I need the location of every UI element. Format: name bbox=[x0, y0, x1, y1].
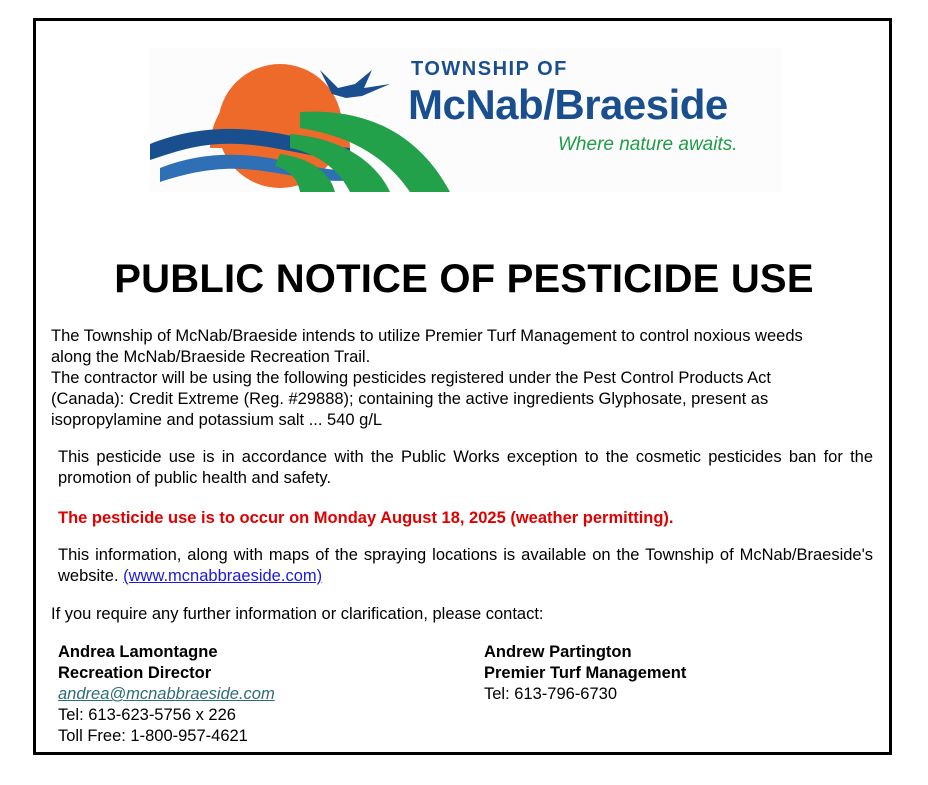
logo-township-name: McNab/Braeside bbox=[408, 81, 728, 128]
contact-intro: If you require any further information or clarification, please contact: bbox=[51, 605, 544, 623]
township-logo bbox=[150, 48, 782, 192]
intro-line: isopropylamine and potassium salt ... 540 g/L bbox=[51, 411, 383, 429]
website-link[interactable]: (www.mcnabbraeside.com) bbox=[123, 567, 323, 585]
contact-role: Premier Turf Management bbox=[484, 664, 687, 682]
logo-township-label: TOWNSHIP OF bbox=[411, 58, 568, 80]
contact-card bbox=[484, 642, 686, 705]
notice-title: PUBLIC NOTICE OF PESTICIDE USE bbox=[114, 257, 814, 301]
info-text: This information, along with maps of the spraying locations is available on the Township of McNab/Braeside's website. bbox=[58, 546, 873, 585]
info-paragraph bbox=[58, 545, 873, 587]
intro-line: (Canada): Credit Extreme (Reg. #29888); containing the active ingredients Glyphosate, present as bbox=[51, 390, 769, 408]
contact-name: Andrea Lamontagne bbox=[58, 643, 218, 661]
contact-card bbox=[58, 642, 275, 747]
contact-phone: Tel: 613-623-5756 x 226 bbox=[58, 706, 236, 724]
intro-line: The contractor will be using the following pesticides registered under the Pest Control Products Act bbox=[51, 369, 771, 387]
intro-paragraph bbox=[51, 326, 881, 431]
intro-line: The Township of McNab/Braeside intends to utilize Premier Turf Management to control noxious weeds bbox=[51, 327, 803, 345]
intro-line: along the McNab/Braeside Recreation Trail. bbox=[51, 348, 371, 366]
contact-name: Andrew Partington bbox=[484, 643, 632, 661]
date-paragraph: The pesticide use is to occur on Monday August 18, 2025 (weather permitting). bbox=[58, 509, 674, 527]
contact-phone: Tel: 613-796-6730 bbox=[484, 685, 618, 703]
exception-paragraph: This pesticide use is in accordance with the Public Works exception to the cosmetic pesticides ban for the promotion of public health and safety. bbox=[58, 448, 873, 487]
contact-email-link[interactable]: andrea@mcnabbraeside.com bbox=[58, 685, 275, 703]
contact-role: Recreation Director bbox=[58, 664, 212, 682]
contact-toll-free: Toll Free: 1-800-957-4621 bbox=[58, 727, 248, 745]
logo-tagline: Where nature awaits. bbox=[558, 134, 738, 155]
